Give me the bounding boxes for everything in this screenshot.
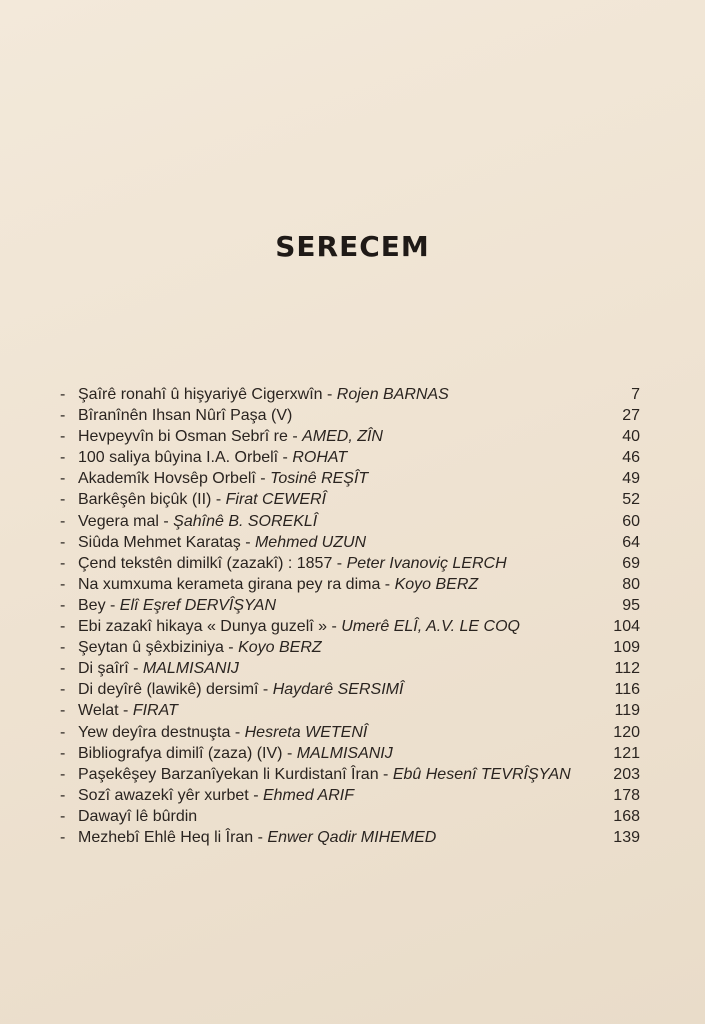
toc-entry: [60, 489, 640, 510]
entry-title: Vegera mal: [78, 512, 159, 530]
entry-page-number: 60: [622, 512, 640, 530]
entry-text: Welat - FIRAT: [78, 702, 178, 720]
entry-page-number: 69: [622, 554, 640, 572]
entry-page-number: 40: [622, 428, 640, 446]
toc-entry: [60, 384, 640, 405]
entry-title: Hevpeyvîn bi Osman Sebrî re: [78, 428, 288, 446]
entry-page-number: 120: [613, 723, 640, 741]
entry-author: Mehmed UZUN: [254, 533, 367, 551]
entry-title: Na xumxuma kerameta girana pey ra dima: [78, 575, 381, 593]
bullet-dash: -: [60, 807, 66, 825]
entry-title: 100 saliya bûyina I.A. Orbelî: [78, 449, 279, 467]
bullet-dash: -: [60, 386, 66, 403]
entry-text: Bey - Elî Eşref DERVÎŞYAN: [78, 596, 276, 614]
entry-page-number: 112: [614, 660, 640, 678]
entry-text: Di deyîrê (lawikê) dersimî - Haydarê SERSIMÎ: [78, 681, 404, 699]
bullet-dash: -: [60, 449, 66, 467]
toc-entry: [60, 468, 640, 489]
entry-page-number: 139: [613, 828, 640, 846]
entry-author: Haydarê SERSIMÎ: [272, 681, 404, 699]
entry-text: Vegera mal - Şahînê B. SOREKLÎ: [78, 512, 318, 530]
entry-title: Yew deyîra destnuşta: [78, 723, 231, 741]
entry-text: Hevpeyvîn bi Osman Sebrî re - AMED, ZÎN: [78, 428, 383, 446]
entry-author: Enwer Qadir MIHEMED: [267, 828, 437, 846]
entry-page-number: 95: [622, 596, 640, 614]
entry-title: Şeytan û şêxbiziniya: [78, 639, 224, 657]
entry-title: Şaîrê ronahî û hişyariyê Cigerxwîn: [78, 386, 323, 403]
bullet-dash: -: [60, 765, 66, 783]
entry-author: FIRAT: [132, 702, 178, 720]
entry-author: Rojen BARNAS: [336, 386, 449, 403]
entry-text: Sozî awazekî yêr xurbet - Ehmed ARIF: [78, 786, 354, 804]
toc-entry: [60, 405, 640, 426]
entry-text: Şeytan û şêxbiziniya - Koyo BERZ: [78, 639, 322, 657]
entry-author: Koyo BERZ: [394, 575, 479, 593]
entry-author: Elî Eşref DERVÎŞYAN: [119, 596, 276, 614]
bullet-dash: -: [60, 618, 66, 636]
entry-title: Paşekêşey Barzanîyekan li Kurdistanî Îran: [78, 765, 379, 783]
entry-text: [78, 405, 590, 426]
toc-entry: [60, 743, 640, 764]
entry-page-number: 27: [622, 407, 640, 425]
bullet-dash: -: [60, 596, 66, 614]
toc-entry: [60, 827, 640, 848]
entry-title: Di deyîrê (lawikê) dersimî: [78, 681, 259, 699]
entry-page-number: 121: [613, 744, 640, 762]
entry-title: Siûda Mehmet Karataş: [78, 533, 241, 551]
toc-entry: [60, 447, 640, 468]
entry-text: Çend tekstên dimilkî (zazakî) : 1857 - Peter Ivanoviç LERCH: [78, 554, 507, 572]
bullet-dash: -: [60, 554, 66, 572]
entry-page-number: 49: [622, 470, 640, 488]
entry-text: Mezhebî Ehlê Heq li Îran - Enwer Qadir MIHEMED: [78, 828, 437, 846]
entry-page-number: 7: [631, 386, 640, 403]
bullet-dash: -: [60, 512, 66, 530]
entry-title: Di şaîrî: [78, 660, 129, 678]
toc-entry: [60, 785, 640, 806]
bullet-dash: -: [60, 702, 66, 720]
entry-title: Sozî awazekî yêr xurbet: [78, 786, 249, 804]
bullet-dash: -: [60, 491, 66, 509]
entry-text: Ebi zazakî hikaya « Dunya guzelî » - Umerê ELÎ, A.V. LE COQ: [78, 618, 520, 636]
entry-title: Dawayî lê bûrdin: [78, 807, 198, 825]
entry-page-number: 168: [613, 807, 640, 825]
entry-author: Ebû Hesenî TEVRÎŞYAN: [392, 765, 571, 783]
entry-author: Umerê ELÎ, A.V. LE COQ: [341, 618, 520, 636]
entry-author: ROHAT: [292, 449, 348, 467]
entry-title: Mezhebî Ehlê Heq li Îran: [78, 828, 254, 846]
entry-text: [78, 806, 590, 827]
table-of-contents: [60, 384, 640, 848]
entry-title: Ebi zazakî hikaya « Dunya guzelî »: [78, 618, 328, 636]
bullet-dash: -: [60, 428, 66, 446]
entry-author: Tosinê REŞÎT: [270, 470, 369, 488]
entry-page-number: 52: [622, 491, 640, 509]
entry-author: MALMISANIJ: [142, 660, 239, 678]
entry-author: Şahînê B. SOREKLÎ: [173, 512, 318, 530]
entry-text: Yew deyîra destnuşta - Hesreta WETENÎ: [78, 723, 368, 741]
entry-page-number: 104: [613, 618, 640, 636]
entry-page-number: 203: [613, 765, 640, 783]
entry-title: Bey: [78, 596, 106, 614]
entry-author: MALMISANIJ: [296, 744, 393, 762]
entry-text: Na xumxuma kerameta girana pey ra dima - Koyo BERZ: [78, 575, 479, 593]
toc-entry: [60, 511, 640, 532]
entry-author: Peter Ivanoviç LERCH: [346, 554, 507, 572]
entry-author: Firat CEWERÎ: [225, 491, 327, 509]
bullet-dash: -: [60, 744, 66, 762]
toc-entry: [60, 722, 640, 743]
entry-text: Akademîk Hovsêp Orbelî - Tosinê REŞÎT: [78, 470, 369, 488]
toc-entry: [60, 616, 640, 637]
bullet-dash: -: [60, 660, 66, 678]
entry-title: Barkêşên biçûk (II): [78, 491, 212, 509]
entry-title: Çend tekstên dimilkî (zazakî) : 1857: [78, 554, 333, 572]
entry-text: Siûda Mehmet Karataş - Mehmed UZUN: [78, 533, 367, 551]
entry-title: Welat: [78, 702, 119, 720]
toc-entry: [60, 426, 640, 447]
bullet-dash: -: [60, 575, 66, 593]
entry-author: Hesreta WETENÎ: [244, 723, 368, 741]
entry-page-number: 116: [614, 681, 640, 699]
entry-text: Di şaîrî - MALMISANIJ: [78, 660, 239, 678]
entry-text: 100 saliya bûyina I.A. Orbelî - ROHAT: [78, 449, 348, 467]
entry-page-number: 119: [614, 702, 640, 720]
entry-page-number: 64: [622, 533, 640, 551]
toc-entry: [60, 595, 640, 616]
entry-author: AMED, ZÎN: [302, 428, 383, 446]
entry-text: Paşekêşey Barzanîyekan li Kurdistanî Îran - Ebû Hesenî TEVRÎŞYAN: [78, 765, 571, 783]
bullet-dash: -: [60, 828, 66, 846]
bullet-dash: -: [60, 723, 66, 741]
entry-page-number: 80: [622, 575, 640, 593]
toc-entry: [60, 679, 640, 700]
entry-author: Ehmed ARIF: [262, 786, 354, 804]
entry-text: Bibliografya dimilî (zaza) (IV) - MALMISANIJ: [78, 744, 393, 762]
bullet-dash: -: [60, 786, 66, 804]
entry-title: Bibliografya dimilî (zaza) (IV): [78, 744, 283, 762]
entry-page-number: 109: [613, 639, 640, 657]
toc-entry: [60, 574, 640, 595]
toc-entry: [60, 806, 640, 827]
toc-entry: [60, 658, 640, 679]
entry-page-number: 178: [613, 786, 640, 804]
entry-title: Akademîk Hovsêp Orbelî: [78, 470, 256, 488]
entry-text: Barkêşên biçûk (II) - Firat CEWERÎ: [78, 491, 327, 509]
entry-text: Şaîrê ronahî û hişyariyê Cigerxwîn - Rojen BARNAS: [78, 386, 449, 403]
bullet-dash: -: [60, 533, 66, 551]
bullet-dash: -: [60, 470, 66, 488]
bullet-dash: -: [60, 639, 66, 657]
entry-author: Koyo BERZ: [238, 639, 322, 657]
entry-page-number: 46: [622, 449, 640, 467]
entry-title: Bîranînên Ihsan Nûrî Paşa (V): [78, 407, 293, 425]
page-title: SERECEM: [275, 230, 430, 263]
toc-entry: [60, 764, 640, 785]
toc-entry: [60, 532, 640, 553]
toc-entry: [60, 700, 640, 721]
bullet-dash: -: [60, 407, 66, 425]
toc-entry: [60, 553, 640, 574]
toc-entry: [60, 637, 640, 658]
bullet-dash: -: [60, 681, 66, 699]
